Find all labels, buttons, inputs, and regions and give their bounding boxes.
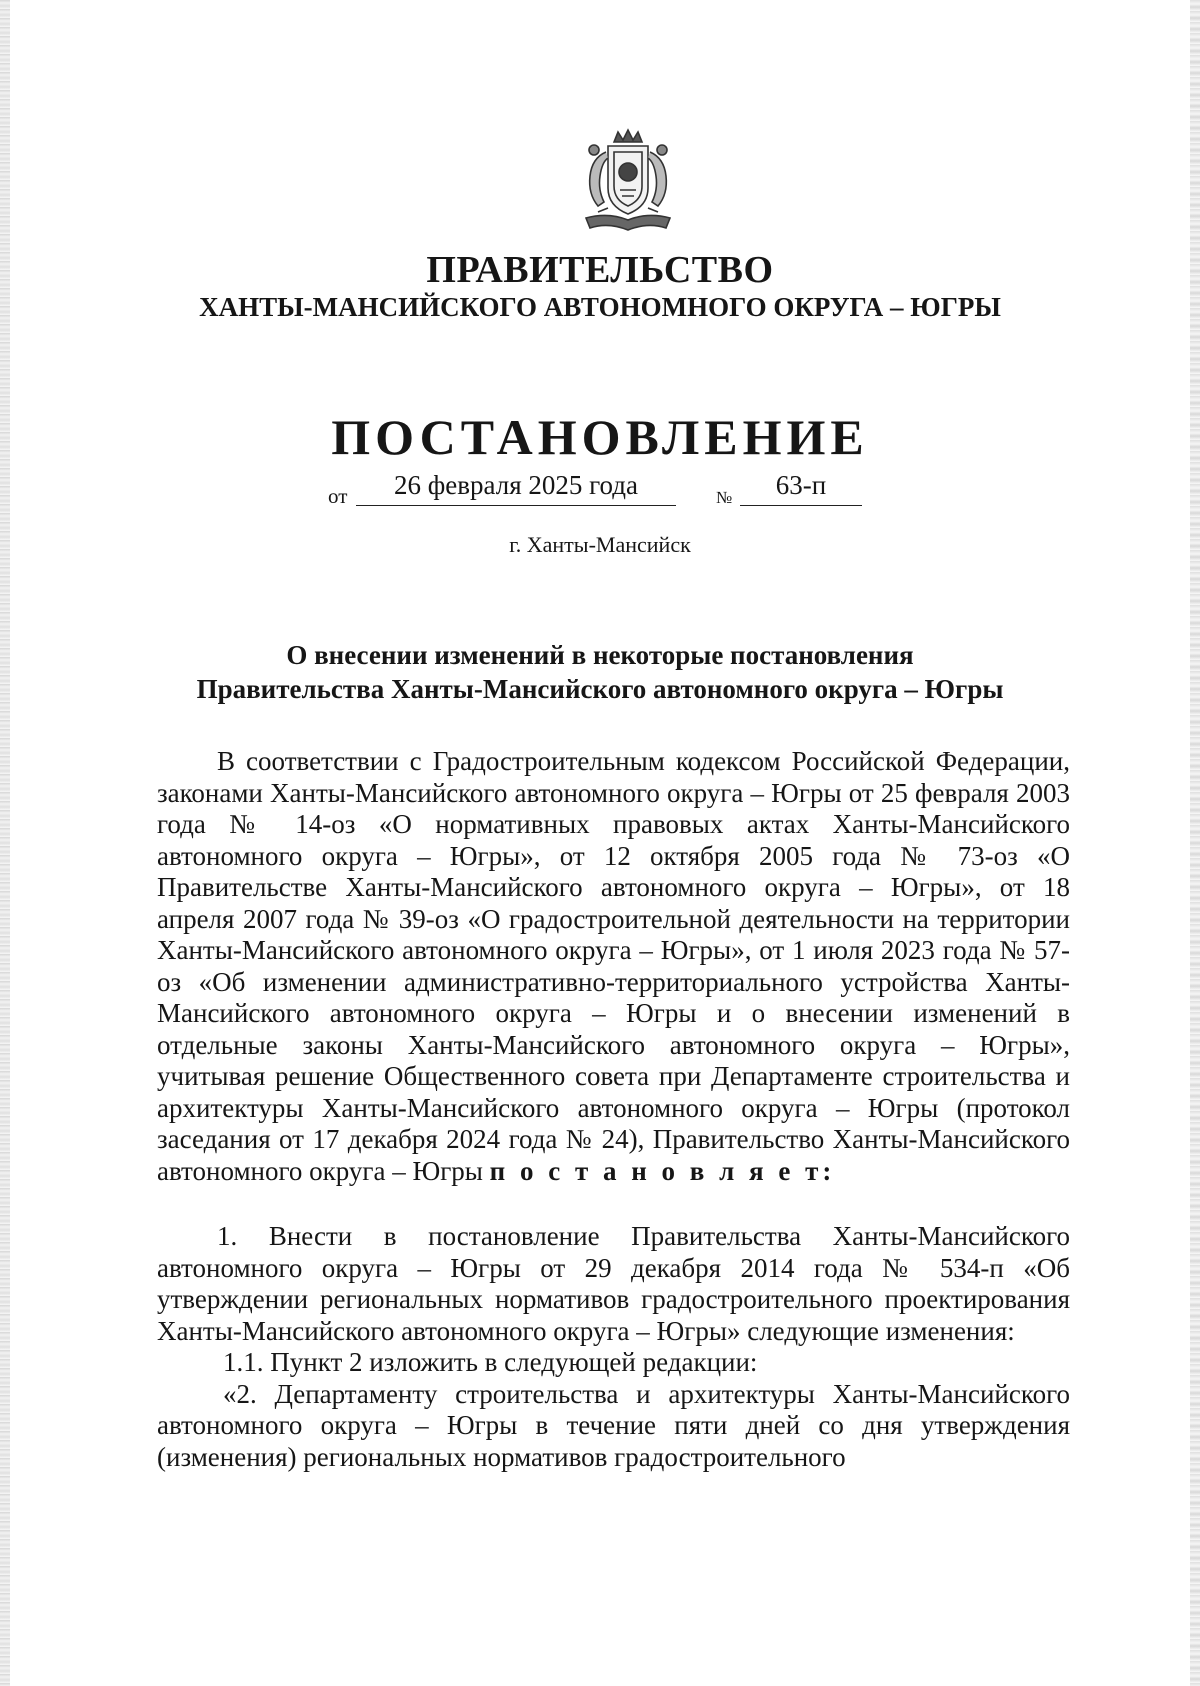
title-line-2: Правительства Ханты-Мансийского автономного округа – Югры (196, 674, 1004, 704)
coat-of-arms-emblem-icon (568, 128, 688, 236)
document-body (157, 746, 1070, 1473)
document-number: 63-п (740, 470, 862, 506)
number-prefix: № (716, 488, 733, 507)
header-subtitle: ХАНТЫ-МАНСИЙСКОГО АВТОНОМНОГО ОКРУГА – ЮГРЫ (199, 292, 1001, 322)
date-prefix: от (328, 484, 348, 508)
item-1-paragraph: 1. Внести в постановление Правительства Ханты-Мансийского автономного округа – Югры от 29 декабря 2014 года № 534-п «Об утверждении региональных нормативов градостроительного проектирования Ханты-Мансийского автономного округа – Югры» следующие изменения: (157, 1221, 1070, 1346)
header-title: ПРАВИТЕЛЬСТВО (426, 249, 774, 291)
date-number-row (0, 470, 1200, 520)
title-line-1: О внесении изменений в некоторые постановления (286, 640, 914, 670)
document-city: г. Ханты-Мансийск (509, 532, 691, 557)
resolves-text: п о с т а н о в л я е т: (489, 1155, 836, 1186)
document-title (180, 638, 1020, 706)
quote-paragraph: «2. Департаменту строительства и архитектуры Ханты-Мансийского автономного округа – Югры в течение пяти дней со дня утверждения (изменения) региональных нормативов градостроительного (157, 1378, 1070, 1472)
document-type: ПОСТАНОВЛЕНИЕ (331, 409, 869, 465)
item-1-1-paragraph: 1.1. Пункт 2 изложить в следующей редакции: (223, 1347, 758, 1377)
document-date: 26 февраля 2025 года (356, 470, 676, 506)
preamble-paragraph (157, 746, 1070, 1187)
preamble-text: В соответствии с Градостроительным кодексом Российской Федерации, законами Ханты-Мансийского автономного округа – Югры от 25 февраля 2003 года № 14-оз «О нормативных правовых актах Ханты-Мансийского автономного округа – Югры», от 12 октября 2005 года № 73-оз «О Правительстве Ханты-Мансийского автономного округа – Югры», от 18 апреля 2007 года № 39-оз «О градостроительной деятельности на территории Ханты-Мансийского автономного округа – Югры», от 1 июля 2023 года № 57-оз «Об изменении административно-территориального устройства Ханты-Мансийского автономного округа – Югры и о внесении изменений в отдельные законы Ханты-Мансийского автономного округа – Югры», учитывая решение Общественного совета при Департаменте строительства и архитектуры Ханты-Мансийского автономного округа – Югры (протокол заседания от 17 декабря 2024 года № 24), Правительство Ханты-Мансийского автономного округа – Югры (157, 746, 1070, 1186)
